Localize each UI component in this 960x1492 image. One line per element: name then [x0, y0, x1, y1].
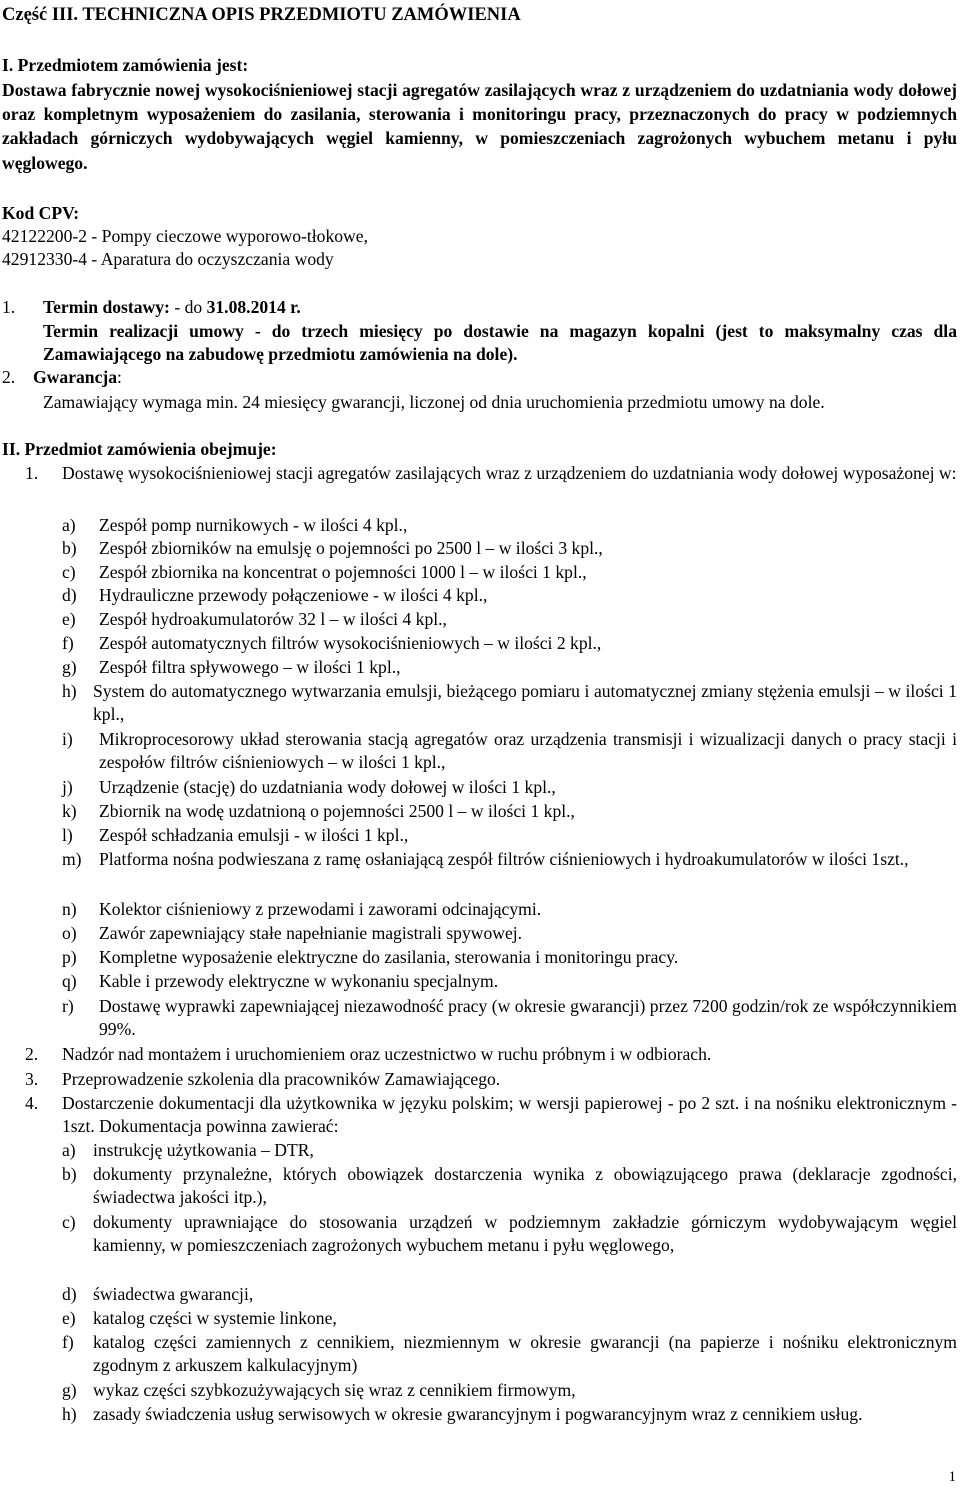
- sub-letter: n): [62, 899, 77, 919]
- list-item: Platforma nośna podwieszana z ramę osłaniającą zespół filtrów ciśnieniowych i hydroakumulatorów w ilości 1szt.,: [99, 849, 909, 869]
- delivery-term: [43, 296, 301, 319]
- list-item: Zespół zbiorników na emulsję o pojemności po 2500 l – w ilości 3 kpl.,: [99, 538, 603, 558]
- list-item: Kolektor ciśnieniowy z przewodami i zaworami odcinającymi.: [99, 899, 542, 919]
- warranty-heading: [33, 366, 122, 389]
- list-item: dokumenty przynależne, których obowiązek dostarczenia wynika z obowiązującego prawa (deklaracje zgodności, świadectwa jakości itp.),: [93, 1164, 957, 1208]
- sub-letter: d): [62, 1284, 77, 1304]
- sub-letter: a): [62, 515, 76, 535]
- section1-heading: I. Przedmiotem zamówienia jest:: [2, 55, 249, 75]
- list-item: zasady świadczenia usług serwisowych w okresie gwarancyjnym i pogwarancyjnym wraz z cennikiem usług.: [93, 1404, 863, 1424]
- contract-term: Termin realizacji umowy - do trzech miesięcy po dostawie na magazyn kopalni (jest to maksymalny czas dla Zamawiającego na zabudowę przedmiotu zamówienia na dole).: [43, 321, 957, 365]
- list-item: Zespół schładzania emulsji - w ilości 1 kpl.,: [99, 825, 409, 845]
- sub-letter: b): [62, 538, 77, 558]
- sub-letter: j): [62, 777, 73, 797]
- delivery-date: 31.08.2014 r.: [206, 297, 301, 317]
- sub-letter: h): [62, 681, 77, 701]
- list-item: katalog części zamiennych z cennikiem, niezmiennym w okresie gwarancji (na papierze i nośniku elektronicznym zgodnym z arkuszem kalkulacyjnym): [93, 1332, 957, 1376]
- s2-item-3-text: Przeprowadzenie szkolenia dla pracowników Zamawiającego.: [62, 1069, 501, 1089]
- list-item: Hydrauliczne przewody połączeniowe - w ilości 4 kpl.,: [99, 585, 488, 605]
- list-item: System do automatycznego wytwarzania emulsji, bieżącego pomiaru i automatycznej zmiany stężenia emulsji – w ilości 1 kpl.,: [93, 681, 957, 725]
- sub-letter: a): [62, 1140, 76, 1160]
- sub-letter: o): [62, 923, 77, 943]
- cpv-code-1: 42122200-2 - Pompy cieczowe wyporowo-tłokowe,: [2, 226, 368, 246]
- section2-heading: II. Przedmiot zamówienia obejmuje:: [2, 439, 277, 459]
- sub-letter: e): [62, 609, 76, 629]
- list-item: Mikroprocesorowy układ sterowania stacją agregatów oraz urządzenia transmisji i wizualizacji danych o pracy stacji i zespołów filtrów ciśnieniowych – w ilości 1 kpl.,: [99, 729, 957, 773]
- s2-item-3-number: 3.: [25, 1069, 39, 1089]
- sub-letter: c): [62, 562, 76, 582]
- list-item: instrukcję użytkowania – DTR,: [93, 1140, 314, 1160]
- delivery-term-label: Termin dostawy:: [43, 297, 170, 317]
- list-item: Kompletne wyposażenie elektryczne do zasilania, sterowania i monitoringu pracy.: [99, 947, 679, 967]
- sub-letter: g): [62, 1380, 77, 1400]
- sub-letter: m): [62, 849, 82, 869]
- s2-item-2-number: 2.: [25, 1044, 39, 1064]
- part-title: Część III. TECHNICZNA OPIS PRZEDMIOTU ZAMÓWIENIA: [2, 5, 521, 25]
- s2-item-4-text: Dostarczenie dokumentacji dla użytkownika w języku polskim; w wersji papierowej - po 2 szt. i na nośniku elektronicznym - 1szt. Dokumentacja powinna zawierać:: [62, 1093, 957, 1137]
- item-1-number: 1.: [2, 297, 16, 317]
- s2-item-1-number: 1.: [25, 463, 39, 483]
- sub-letter: e): [62, 1308, 76, 1328]
- list-item: dokumenty uprawniające do stosowania urządzeń w podziemnym zakładzie górniczym wydobywającym węgiel kamienny, w pomieszczeniach zagrożonych wybuchem metanu i pyłu węglowego,: [93, 1212, 957, 1256]
- list-item: wykaz części szybkozużywających się wraz z cennikiem firmowym,: [93, 1380, 576, 1400]
- s2-item-2-text: Nadzór nad montażem i uruchomieniem oraz uczestnictwo w ruchu próbnym i w odbiorach.: [62, 1044, 712, 1064]
- list-item: Zespół pomp nurnikowych - w ilości 4 kpl.,: [99, 515, 408, 535]
- list-item: Dostawę wyprawki zapewniającej niezawodność pracy (w okresie gwarancji) przez 7200 godzin/rok ze współczynnikiem 99%.: [99, 996, 957, 1040]
- item-2-number: 2.: [2, 367, 16, 387]
- list-item: świadectwa gwarancji,: [93, 1284, 254, 1304]
- sub-letter: b): [62, 1164, 77, 1184]
- list-item: Kable i przewody elektryczne w wykonaniu specjalnym.: [99, 971, 499, 991]
- sub-letter: g): [62, 657, 77, 677]
- sub-letter: d): [62, 585, 77, 605]
- sub-letter: i): [62, 729, 73, 749]
- list-item: Zespół zbiornika na koncentrat o pojemności 1000 l – w ilości 1 kpl.,: [99, 562, 587, 582]
- list-item: Urządzenie (stację) do uzdatniania wody dołowej w ilości 1 kpl.,: [99, 777, 556, 797]
- list-item: Zawór zapewniający stałe napełnianie magistrali spywowej.: [99, 923, 523, 943]
- warranty-colon: :: [117, 367, 122, 387]
- delivery-term-prefix: - do: [169, 297, 207, 317]
- sub-letter: f): [62, 633, 74, 653]
- s2-item-4-number: 4.: [25, 1093, 39, 1113]
- section1-description: Dostawa fabrycznie nowej wysokociśnieniowej stacji agregatów zasilających wraz z urządzeniem do uzdatniania wody dołowej oraz kompletnym wyposażeniem do zasilania, sterowania i monitoringu pracy, przeznaczonych do pracy w podziemnych zakładach górniczych wydobywających węgiel kamienny, w pomieszczeniach zagrożonych wybuchem metanu i pyłu węglowego.: [2, 80, 957, 173]
- sub-letter: r): [62, 996, 74, 1016]
- warranty-detail: Zamawiający wymaga min. 24 miesięcy gwarancji, liczonej od dnia uruchomienia przedmiotu umowy na dole.: [43, 392, 825, 412]
- sub-letter: q): [62, 971, 77, 991]
- list-item: Zbiornik na wodę uzdatnioną o pojemności 2500 l – w ilości 1 kpl.,: [99, 801, 575, 821]
- sub-letter: f): [62, 1332, 74, 1352]
- sub-letter: h): [62, 1404, 77, 1424]
- warranty-label: Gwarancja: [33, 367, 118, 387]
- list-item: Zespół automatycznych filtrów wysokociśnieniowych – w ilości 2 kpl.,: [99, 633, 602, 653]
- list-item: Zespół hydroakumulatorów 32 l – w ilości 4 kpl.,: [99, 609, 447, 629]
- page-number: 1: [948, 1469, 956, 1485]
- cpv-code-2: 42912330-4 - Aparatura do oczyszczania wody: [2, 249, 334, 269]
- cpv-label: Kod CPV:: [2, 203, 80, 223]
- sub-letter: k): [62, 801, 77, 821]
- list-item: Zespół filtra spływowego – w ilości 1 kpl.,: [99, 657, 401, 677]
- sub-letter: c): [62, 1212, 76, 1232]
- s2-item-1-text: Dostawę wysokociśnieniowej stacji agregatów zasilających wraz z urządzeniem do uzdatniania wody dołowej wyposażonej w:: [62, 463, 957, 483]
- sub-letter: p): [62, 947, 77, 967]
- sub-letter: l): [62, 825, 73, 845]
- list-item: katalog części w systemie linkone,: [93, 1308, 337, 1328]
